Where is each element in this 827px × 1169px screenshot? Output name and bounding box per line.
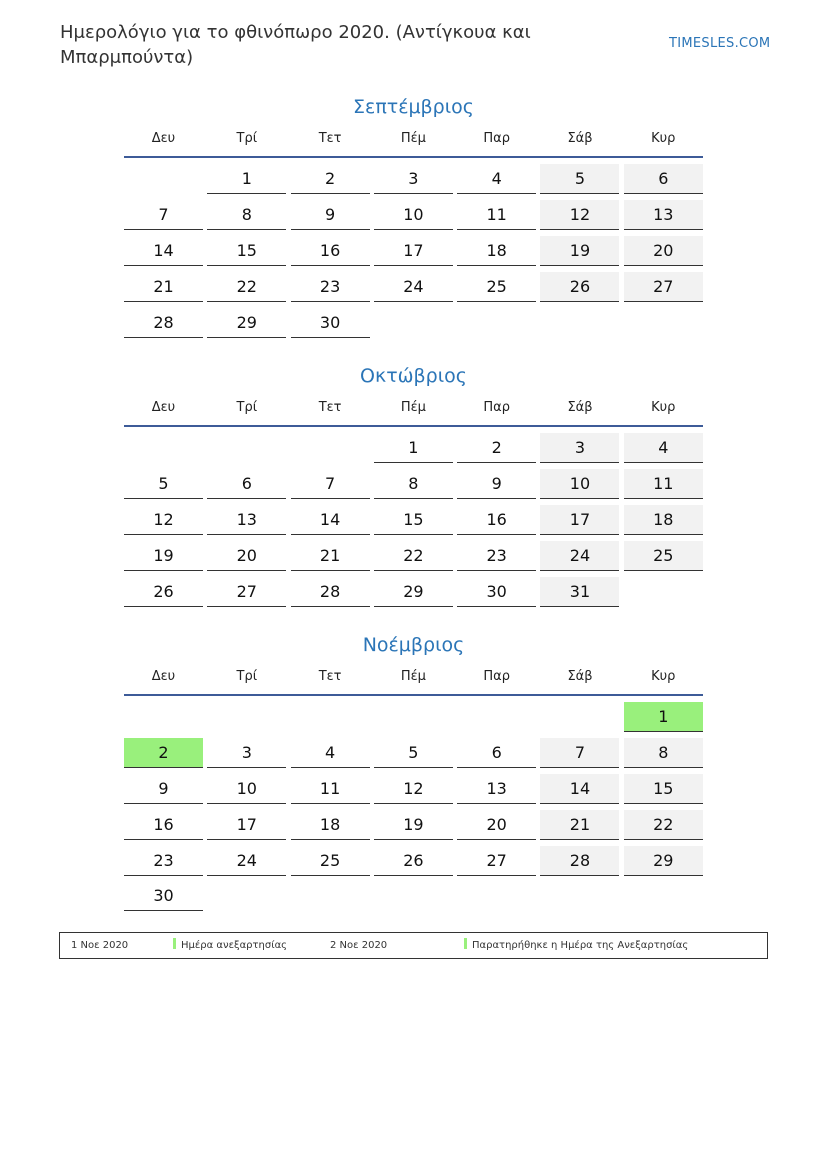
empty-cell: [291, 881, 370, 910]
week-row: [124, 236, 703, 266]
day-cell: 5: [540, 164, 619, 194]
day-cell: 8: [624, 738, 703, 768]
empty-cell: [457, 881, 536, 910]
day-cell: 7: [291, 469, 370, 499]
day-cell: 25: [457, 272, 536, 302]
weekday-label: Σάβ: [567, 669, 593, 684]
legend-entry: [173, 933, 287, 958]
day-cell: 7: [124, 200, 203, 230]
week-row: [124, 164, 703, 194]
day-cell: 10: [540, 469, 619, 499]
weekday-label: Σάβ: [567, 131, 593, 146]
day-cell: 12: [124, 505, 203, 535]
weeks-grid: [124, 433, 703, 607]
day-cell: 11: [457, 200, 536, 230]
day-cell: 8: [374, 469, 453, 499]
weekday-label: Πέμ: [400, 400, 426, 415]
week-row: [124, 272, 703, 302]
day-cell: 30: [291, 308, 370, 338]
month-october: [124, 363, 703, 612]
month-september: [124, 94, 703, 343]
day-cell: 28: [291, 577, 370, 607]
day-cell: 3: [540, 433, 619, 463]
day-cell: 10: [374, 200, 453, 230]
day-cell: 2: [291, 164, 370, 194]
day-cell: 15: [624, 774, 703, 804]
empty-cell: [624, 308, 703, 337]
month-title: Νοέμβριος: [362, 634, 465, 656]
legend-swatch: [464, 938, 467, 949]
week-row: [124, 200, 703, 230]
week-row: [124, 881, 703, 911]
day-cell: 16: [124, 810, 203, 840]
day-cell: 16: [291, 236, 370, 266]
day-cell: 18: [624, 505, 703, 535]
empty-cell: [624, 577, 703, 606]
weekday-label: Παρ: [483, 669, 510, 684]
day-cell: 23: [124, 846, 203, 876]
empty-cell: [207, 433, 286, 462]
day-cell: 24: [207, 846, 286, 876]
empty-cell: [291, 433, 370, 462]
day-cell: 13: [624, 200, 703, 230]
day-cell: 26: [124, 577, 203, 607]
day-cell: 10: [207, 774, 286, 804]
empty-cell: [374, 881, 453, 910]
day-cell: 19: [124, 541, 203, 571]
empty-cell: [291, 702, 370, 731]
day-cell: 22: [207, 272, 286, 302]
day-cell: 19: [540, 236, 619, 266]
weekday-label: Δευ: [151, 669, 176, 684]
day-cell: 20: [624, 236, 703, 266]
day-cell: 25: [624, 541, 703, 571]
weekday-label: Τετ: [318, 400, 342, 415]
day-cell: 9: [457, 469, 536, 499]
day-cell: 13: [457, 774, 536, 804]
week-row: [124, 505, 703, 535]
weekday-label: Παρ: [483, 131, 510, 146]
day-cell: 21: [291, 541, 370, 571]
day-cell: 18: [291, 810, 370, 840]
empty-cell: [124, 164, 203, 193]
day-cell: 14: [540, 774, 619, 804]
day-cell: 27: [624, 272, 703, 302]
legend-swatch: [173, 938, 176, 949]
empty-cell: [207, 702, 286, 731]
holiday-day-cell: 2: [124, 738, 203, 768]
day-cell: 26: [540, 272, 619, 302]
day-cell: 1: [207, 164, 286, 194]
day-cell: 4: [457, 164, 536, 194]
day-cell: 7: [540, 738, 619, 768]
day-cell: 19: [374, 810, 453, 840]
day-cell: 25: [291, 846, 370, 876]
day-cell: 9: [124, 774, 203, 804]
week-row: [124, 541, 703, 571]
day-cell: 1: [374, 433, 453, 463]
legend-entry: [464, 933, 688, 958]
month-title: Σεπτέμβριος: [353, 96, 474, 118]
week-row: [124, 810, 703, 840]
legend-date: 1 Νοε 2020: [71, 940, 129, 951]
empty-cell: [124, 433, 203, 462]
weekday-label: Σάβ: [567, 400, 593, 415]
day-cell: 28: [124, 308, 203, 338]
week-row: [124, 774, 703, 804]
weekday-label: Κυρ: [651, 131, 676, 146]
empty-cell: [374, 702, 453, 731]
week-row: [124, 846, 703, 876]
weekday-label: Τρί: [236, 131, 258, 146]
empty-cell: [207, 881, 286, 910]
empty-cell: [624, 881, 703, 910]
day-cell: 28: [540, 846, 619, 876]
day-cell: 3: [207, 738, 286, 768]
day-cell: 31: [540, 577, 619, 607]
day-cell: 22: [624, 810, 703, 840]
weekday-label: Παρ: [483, 400, 510, 415]
month-title: Οκτώβριος: [360, 365, 467, 387]
day-cell: 30: [457, 577, 536, 607]
day-cell: 6: [457, 738, 536, 768]
weekday-label: Τετ: [318, 131, 342, 146]
day-cell: 15: [207, 236, 286, 266]
day-cell: 22: [374, 541, 453, 571]
day-cell: 27: [457, 846, 536, 876]
day-cell: 6: [207, 469, 286, 499]
weekday-label: Πέμ: [400, 131, 426, 146]
week-row: [124, 433, 703, 463]
day-cell: 24: [540, 541, 619, 571]
day-cell: 14: [291, 505, 370, 535]
day-cell: 17: [207, 810, 286, 840]
weekday-header: [124, 399, 703, 427]
day-cell: 4: [624, 433, 703, 463]
weekday-label: Τετ: [318, 669, 342, 684]
empty-cell: [374, 308, 453, 337]
day-cell: 13: [207, 505, 286, 535]
legend-holiday-name: Παρατηρήθηκε η Ημέρα της Ανεξαρτησίας: [472, 940, 689, 951]
legend-date: 2 Νοε 2020: [330, 940, 388, 951]
day-cell: 5: [124, 469, 203, 499]
week-row: [124, 469, 703, 499]
day-cell: 17: [540, 505, 619, 535]
day-cell: 2: [457, 433, 536, 463]
day-cell: 26: [374, 846, 453, 876]
day-cell: 17: [374, 236, 453, 266]
day-cell: 29: [624, 846, 703, 876]
weekday-label: Δευ: [151, 400, 176, 415]
day-cell: 12: [540, 200, 619, 230]
weekday-header: [124, 130, 703, 158]
weekday-label: Πέμ: [400, 669, 426, 684]
week-row: [124, 308, 703, 338]
day-cell: 11: [624, 469, 703, 499]
weekday-label: Τρί: [236, 669, 258, 684]
month-november: [124, 632, 703, 917]
day-cell: 21: [124, 272, 203, 302]
day-cell: 9: [291, 200, 370, 230]
empty-cell: [124, 702, 203, 731]
day-cell: 24: [374, 272, 453, 302]
holiday-legend: [59, 932, 768, 959]
empty-cell: [540, 702, 619, 731]
day-cell: 12: [374, 774, 453, 804]
day-cell: 30: [124, 881, 203, 911]
weekday-label: Κυρ: [651, 669, 676, 684]
weekday-label: Δευ: [151, 131, 176, 146]
weekday-header: [124, 668, 703, 696]
day-cell: 6: [624, 164, 703, 194]
day-cell: 14: [124, 236, 203, 266]
day-cell: 8: [207, 200, 286, 230]
empty-cell: [540, 308, 619, 337]
legend-holiday-name: Ημέρα ανεξαρτησίας: [181, 940, 288, 951]
day-cell: 29: [207, 308, 286, 338]
day-cell: 29: [374, 577, 453, 607]
empty-cell: [457, 702, 536, 731]
day-cell: 20: [207, 541, 286, 571]
day-cell: 11: [291, 774, 370, 804]
day-cell: 18: [457, 236, 536, 266]
day-cell: 3: [374, 164, 453, 194]
holiday-day-cell: 1: [624, 702, 703, 732]
weekday-label: Κυρ: [651, 400, 676, 415]
empty-cell: [457, 308, 536, 337]
day-cell: 20: [457, 810, 536, 840]
empty-cell: [540, 881, 619, 910]
weeks-grid: [124, 164, 703, 338]
week-row: [124, 702, 703, 732]
week-row: [124, 738, 703, 768]
day-cell: 23: [457, 541, 536, 571]
day-cell: 16: [457, 505, 536, 535]
week-row: [124, 577, 703, 607]
day-cell: 21: [540, 810, 619, 840]
page-title: Ημερολόγιο για το φθινόπωρο 2020. (Αντίγκουα και Μπαρμπούντα): [60, 22, 531, 68]
day-cell: 27: [207, 577, 286, 607]
site-link[interactable]: TIMESLES.COM: [669, 36, 771, 51]
weekday-label: Τρί: [236, 400, 258, 415]
day-cell: 4: [291, 738, 370, 768]
day-cell: 15: [374, 505, 453, 535]
day-cell: 23: [291, 272, 370, 302]
weeks-grid: [124, 702, 703, 911]
day-cell: 5: [374, 738, 453, 768]
